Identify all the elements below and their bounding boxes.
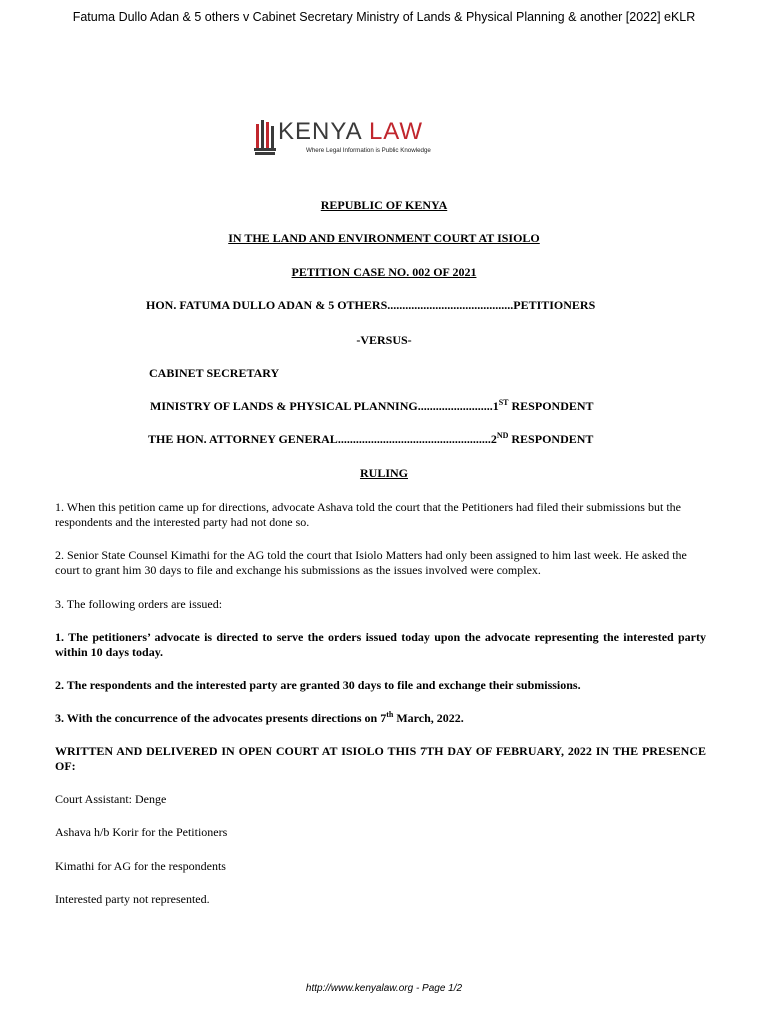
delivered-statement: WRITTEN AND DELIVERED IN OPEN COURT AT ISIOLO THIS 7TH DAY OF FEBRUARY, 2022 IN THE PRESENCE OF:: [55, 744, 706, 773]
versus-line: -VERSUS-: [356, 333, 412, 347]
respondent1-ordinal: ST: [498, 398, 509, 407]
order-3-tail: March, 2022.: [393, 711, 464, 725]
order-3-text: 3. With the concurrence of the advocates presents directions on 7: [55, 711, 387, 725]
presence-court-assistant: Court Assistant: Denge: [55, 792, 167, 806]
order-1: 1. The petitioners’ advocate is directed to serve the orders issued today upon the advocate representing the interested party within 10 days today.: [55, 630, 706, 659]
logo-wordmark: [278, 118, 423, 146]
logo-kenya: KENYA: [278, 118, 369, 145]
respondent2-text: THE HON. ATTORNEY GENERAL...................................................2: [148, 432, 497, 446]
document-header: [0, 10, 768, 24]
case-number: PETITION CASE NO. 002 OF 2021: [291, 265, 477, 279]
respondent1-title: CABINET SECRETARY: [149, 366, 280, 380]
presence-interested-party: Interested party not represented.: [55, 892, 210, 906]
ruling-heading: RULING: [359, 466, 408, 480]
page-footer: [0, 983, 768, 994]
respondent2-line: [148, 432, 593, 447]
respondent1-line: [150, 399, 594, 414]
respondent2-ordinal: ND: [496, 431, 509, 440]
header-title: Fatuma Dullo Adan & 5 others v Cabinet Secretary Ministry of Lands & Physical Planning & another [2022] eKLR: [72, 10, 696, 24]
logo-tagline: Where Legal Information is Public Knowledge: [306, 147, 431, 154]
ruling-paragraph-3: 3. The following orders are issued:: [55, 597, 223, 611]
court-heading: IN THE LAND AND ENVIRONMENT COURT AT ISIOLO: [228, 231, 540, 245]
respondent1-role: RESPONDENT: [508, 399, 594, 413]
presence-respondents: Kimathi for AG for the respondents: [55, 859, 226, 873]
order-3: [55, 711, 706, 726]
ruling-paragraph-2: 2. Senior State Counsel Kimathi for the AG told the court that Isiolo Matters had only been assigned to him last week. He asked the court to grant him 30 days to file and exchange his submissions as the issues involved were complex.: [55, 548, 687, 577]
republic-heading: REPUBLIC OF KENYA: [320, 198, 448, 212]
order-2: 2. The respondents and the interested party are granted 30 days to file and exchange their submissions.: [55, 678, 581, 692]
presence-petitioners: Ashava h/b Korir for the Petitioners: [55, 825, 228, 839]
footer-text: http://www.kenyalaw.org - Page 1/2: [305, 983, 463, 994]
order-3-ordinal: th: [386, 710, 394, 719]
petitioners-line: HON. FATUMA DULLO ADAN & 5 OTHERS..........................................PETITIONERS: [146, 298, 596, 312]
kenya-law-logo: [254, 118, 466, 158]
respondent2-role: RESPONDENT: [508, 432, 594, 446]
respondent1-text: MINISTRY OF LANDS & PHYSICAL PLANNING.........................1: [150, 399, 499, 413]
columns-icon: [254, 118, 276, 156]
ruling-paragraph-1: 1. When this petition came up for directions, advocate Ashava told the court that the Petitioners had filed their submissions but the respondents and the interested party had not done so.: [55, 500, 681, 529]
logo-law: LAW: [368, 118, 424, 145]
